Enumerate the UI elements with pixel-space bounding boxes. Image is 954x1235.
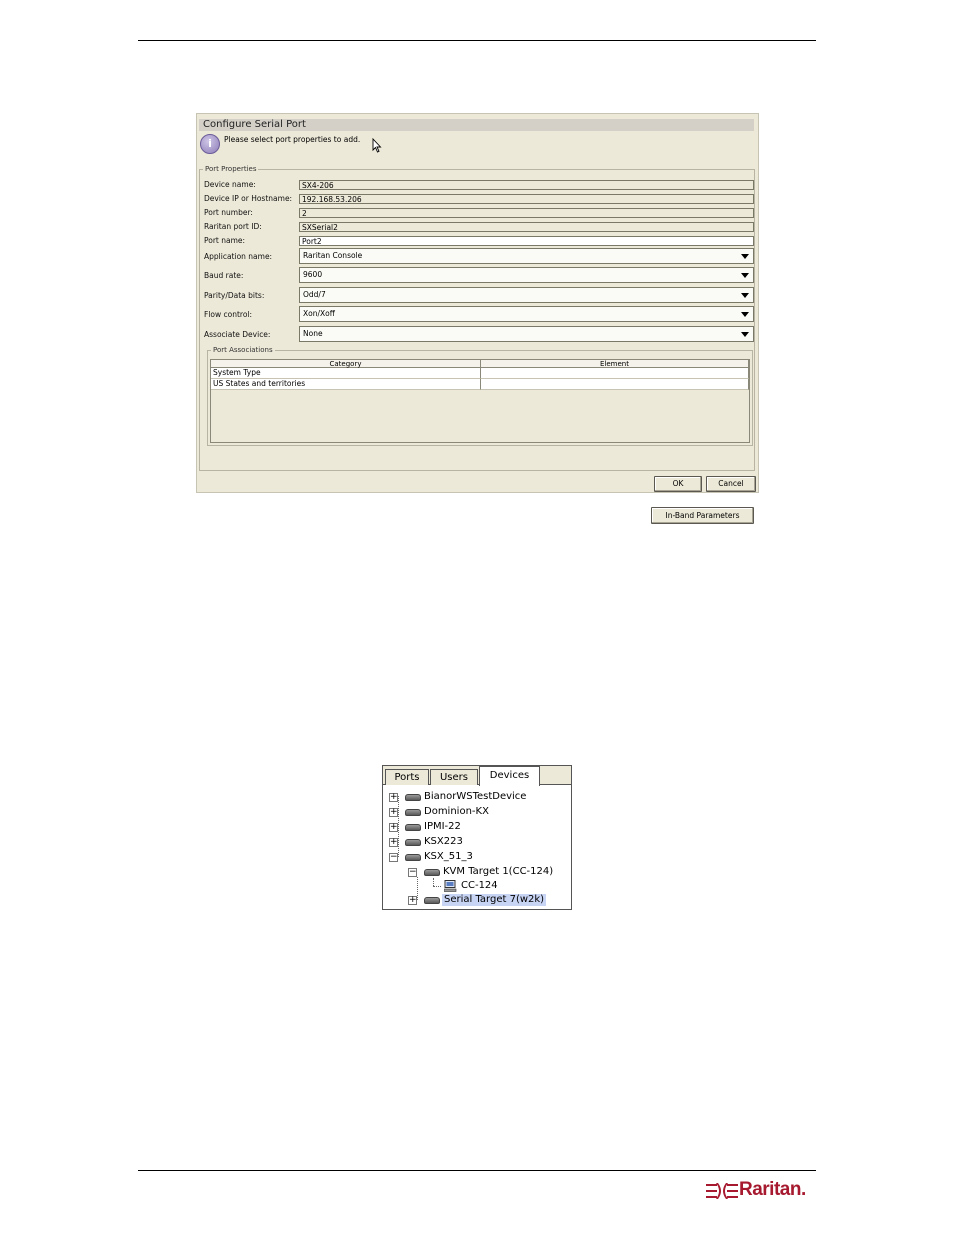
tree-node-bianorwstestdevice[interactable]: BianorWSTestDevice	[424, 791, 527, 802]
port-name-input[interactable]: Port2	[299, 236, 754, 246]
expand-toggle-icon[interactable]: +	[390, 822, 398, 832]
tree-node-kvm-target-1[interactable]: KVM Target 1(CC-124)	[443, 866, 554, 877]
chevron-down-icon[interactable]	[741, 312, 749, 317]
device-name-field: SX4-206	[299, 180, 754, 190]
expand-toggle-icon[interactable]: +	[409, 895, 417, 905]
tree-connector	[433, 878, 434, 886]
device-icon	[405, 839, 421, 846]
info-icon: i	[200, 134, 220, 154]
flow-control-label: Flow control:	[204, 310, 253, 319]
configure-serial-port-dialog	[196, 113, 759, 520]
raritan-logo-text: Raritan.	[739, 1179, 806, 1200]
device-name-label: Device name:	[204, 180, 256, 189]
table-cell[interactable]	[481, 368, 749, 379]
mouse-cursor-icon	[372, 138, 382, 153]
tree-node-cc-124[interactable]: CC-124	[461, 880, 498, 891]
table-cell: System Type	[211, 368, 481, 379]
tree-node-dominion-kx[interactable]: Dominion-KX	[424, 806, 489, 817]
associate-device-select[interactable]	[299, 326, 754, 342]
associate-device-label: Associate Device:	[204, 330, 271, 339]
chevron-down-icon[interactable]	[741, 293, 749, 298]
expand-toggle-icon[interactable]: +	[390, 837, 398, 847]
table-header	[211, 360, 749, 368]
parity-label: Parity/Data bits:	[204, 291, 265, 300]
column-header-category[interactable]: Category	[211, 360, 481, 368]
chevron-down-icon[interactable]	[741, 332, 749, 337]
parity-select[interactable]	[299, 287, 754, 303]
column-header-element[interactable]: Element	[481, 360, 749, 368]
expand-toggle-icon[interactable]: +	[390, 807, 398, 817]
device-icon	[405, 794, 421, 801]
device-icon	[424, 869, 440, 876]
device-icon	[424, 897, 440, 904]
baud-rate-label: Baud rate:	[204, 271, 244, 280]
tab-ports[interactable]: Ports	[385, 769, 429, 785]
chevron-down-icon[interactable]	[741, 273, 749, 278]
port-associations-group	[207, 346, 753, 446]
device-icon	[405, 824, 421, 831]
tree-node-ksx223[interactable]: KSX223	[424, 836, 463, 847]
table-row[interactable]	[211, 368, 749, 379]
tree-connector	[398, 796, 399, 857]
tab-devices[interactable]: Devices	[479, 766, 540, 786]
raritan-logo	[706, 1180, 812, 1202]
tree-node-serial-target-7[interactable]: Serial Target 7(w2k)	[444, 894, 545, 905]
devices-tree-panel	[382, 765, 572, 910]
ok-button[interactable]: OK	[654, 476, 702, 492]
expand-toggle-icon[interactable]: +	[390, 792, 398, 802]
parity-value: Odd/7	[303, 290, 326, 299]
table-cell[interactable]	[481, 379, 749, 390]
raritan-port-id-field: SXSerial2	[299, 222, 754, 232]
application-name-label: Application name:	[204, 252, 273, 261]
device-ip-label: Device IP or Hostname:	[204, 194, 293, 203]
port-associations-legend: Port Associations	[213, 346, 273, 354]
device-icon	[405, 809, 421, 816]
info-message: Please select port properties to add.	[224, 135, 361, 144]
application-name-value: Raritan Console	[303, 251, 363, 260]
collapse-toggle-icon[interactable]: −	[390, 852, 398, 862]
associate-device-value: None	[303, 329, 323, 338]
baud-rate-select[interactable]	[299, 267, 754, 283]
associations-table	[210, 359, 750, 443]
device-ip-field: 192.168.53.206	[299, 194, 754, 204]
computer-icon	[444, 880, 457, 892]
raritan-logo-icon	[706, 1181, 738, 1201]
application-name-select[interactable]	[299, 248, 754, 264]
in-band-parameters-button[interactable]: In-Band Parameters	[651, 507, 754, 524]
table-cell: US States and territories	[211, 379, 481, 390]
raritan-port-id-label: Raritan port ID:	[204, 222, 262, 231]
dialog-title: Configure Serial Port	[199, 119, 754, 131]
port-name-label: Port name:	[204, 236, 246, 245]
tree-node-ipmi-22[interactable]: IPMI-22	[424, 821, 461, 832]
table-row[interactable]	[211, 379, 749, 390]
footer-rule	[138, 1170, 816, 1171]
flow-control-value: Xon/Xoff	[303, 309, 335, 318]
tree-connector	[433, 886, 441, 887]
device-icon	[405, 854, 421, 861]
port-number-field: 2	[299, 208, 754, 218]
tree-node-ksx-51-3[interactable]: KSX_51_3	[424, 851, 473, 862]
header-rule	[138, 40, 816, 41]
port-number-label: Port number:	[204, 208, 253, 217]
collapse-toggle-icon[interactable]: −	[409, 867, 417, 877]
port-properties-legend: Port Properties	[205, 165, 257, 173]
chevron-down-icon[interactable]	[741, 254, 749, 259]
baud-rate-value: 9600	[303, 270, 323, 279]
tab-users[interactable]: Users	[430, 769, 478, 785]
flow-control-select[interactable]	[299, 306, 754, 322]
tree-connector	[417, 877, 418, 900]
cancel-button[interactable]: Cancel	[706, 476, 756, 492]
tab-bar	[383, 766, 571, 785]
